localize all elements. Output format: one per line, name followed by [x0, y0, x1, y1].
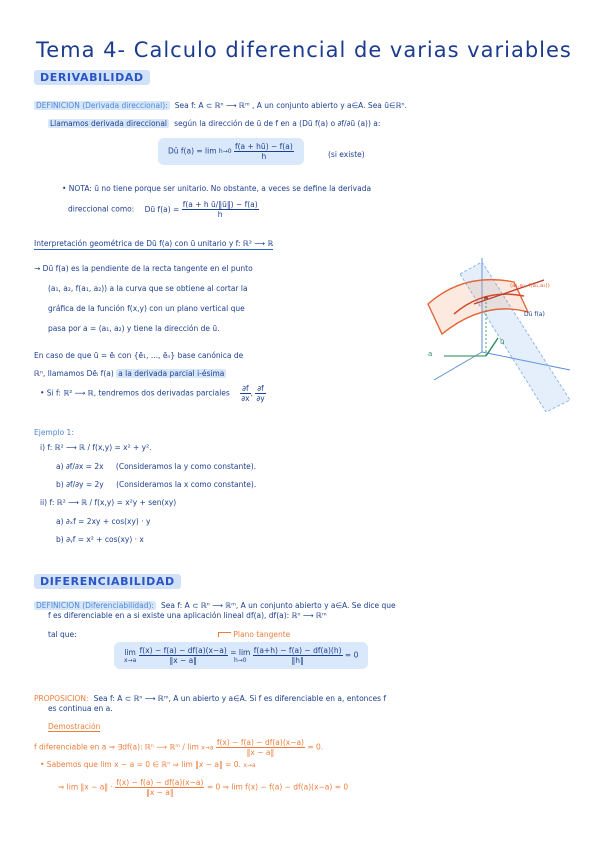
- page-title: Tema 4- Calculo diferencial de varias variables: [36, 38, 572, 62]
- proof-line3-a: ⇒ lim ‖x − a‖ ·: [58, 782, 113, 792]
- example-ia: [56, 462, 256, 471]
- diff-numerator: f(x) − f(a) − df(a)(x−a): [139, 646, 227, 655]
- example-ii: ii) f: ℝ² ⟶ ℝ / f(x,y) = x²y + sen(xy): [40, 498, 177, 507]
- example-ib-lhs: b) ∂f/∂y = 2y: [56, 480, 104, 489]
- interpretation-line: → Dū f(a) es la pendiente de la recta tangente en el punto: [34, 264, 253, 273]
- figure-u-label: ū: [500, 338, 505, 346]
- term-directional-derivative: Llamamos derivada direccional: [50, 119, 167, 128]
- diff-fraction: [139, 646, 228, 665]
- section-differentiability: DIFERENCIABILIDAD: [34, 574, 181, 589]
- interpretation-line: gráfica de la función f(x,y) con un plano vertical que: [48, 304, 245, 313]
- section-derivability: DERIVABILIDAD: [34, 70, 150, 85]
- figure-slope-label: Dū f(a): [524, 311, 545, 318]
- example-heading: Ejemplo 1:: [34, 428, 74, 437]
- note-fraction: [182, 200, 259, 219]
- partial-y-den: ∂y: [256, 394, 265, 403]
- proof-label: Demostración: [48, 722, 101, 731]
- proof-line1: [34, 738, 323, 757]
- proof-line2-a: • Sabemos que lim x − a = 0 ∈ ℝⁿ ⇒ lim ‖x − a‖ = 0.: [40, 760, 241, 769]
- proof-line1-fraction: [216, 738, 305, 757]
- partial-line1: En caso de que ū = ēᵢ con {ē₁, ..., ēₙ} base canónica de: [34, 351, 244, 360]
- note-line2-b: Dū f(a) =: [144, 204, 180, 214]
- tangent-bracket: [218, 632, 231, 637]
- tangent-plane-figure: [424, 252, 574, 412]
- tangent-plane-label: [218, 630, 290, 639]
- formula-lhs: Dū f(a) = lim: [168, 146, 217, 156]
- formula-fraction: [234, 142, 294, 161]
- example-iia: a) ∂ₓf = 2xy + cos(xy) · y: [56, 517, 151, 526]
- proof-line1-a: f diferenciable en a ⇒ ∃df(a): ℝⁿ ⟶ ℝᵐ / lim: [34, 742, 199, 752]
- diff-line2: f es diferenciable en a si existe una aplicación lineal df(a), df(a): ℝⁿ ⟶ ℝᵐ: [48, 611, 327, 620]
- formula-note: (si existe): [328, 150, 365, 159]
- diff-denominator-2: ‖h‖: [291, 656, 304, 665]
- formula-denominator: h: [261, 152, 267, 161]
- proof-line3-b: = 0 ⇒ lim f(x) − f(a) − df(a)(x−a) = 0: [206, 782, 349, 792]
- proof-line2-sub: x→a: [243, 762, 256, 769]
- proposition-line2: es continua en a.: [48, 704, 113, 713]
- example-ia-lhs: a) ∂f/∂x = 2x: [56, 462, 104, 471]
- proof-line3-num: f(x) − f(a) − df(a)(x−a): [116, 778, 204, 787]
- partial-line2-b: Dēᵢ f(a): [86, 369, 114, 378]
- definition-line1: Sea f: A ⊂ ℝⁿ ⟶ ℝᵐ , A un conjunto abierto y a∈A. Sea ū∈ℝⁿ.: [174, 101, 407, 110]
- example-iib: b) ∂ᵧf = x² + cos(xy) · x: [56, 535, 144, 544]
- proposition: [34, 686, 386, 705]
- proposition-line1: Sea f: A ⊂ ℝⁿ ⟶ ℝᵐ, A un abierto y a∈A. Si f es diferenciable en a, entonces f: [93, 694, 387, 703]
- partial-line3-text: • Si f: ℝ² ⟶ ℝ, tendremos dos derivadas parciales: [40, 388, 230, 398]
- interpretation-text: [34, 259, 253, 339]
- example-ib: [56, 480, 256, 489]
- partial-line3: • Si f: ℝ² ⟶ ℝ, tendremos dos derivadas parciales $\frac{\partial f}{\partial x}$ , $\frac{\partial f}{\partial y}$: [40, 384, 265, 403]
- diff-eq-lim: = lim: [230, 647, 251, 657]
- interpretation-line: pasa por a = (a₁, a₂) y tiene la dirección de ū.: [48, 324, 220, 333]
- proof-line3-den: ‖x − a‖: [146, 788, 174, 797]
- diff-denominator: ‖x − a‖: [169, 656, 198, 665]
- proof-line2: [40, 760, 256, 769]
- proof-line1-num: f(x) − f(a) − df(a)(x−a): [216, 738, 304, 747]
- definition-label: DEFINICION (Derivada direccional):: [36, 101, 168, 110]
- note-line2: [68, 200, 259, 219]
- partial-x-den: ∂x: [241, 394, 250, 403]
- diff-limit: [124, 648, 136, 664]
- proof-line3: [58, 778, 348, 797]
- partial-line2: [34, 369, 226, 378]
- tangent-label-text: Plano tangente: [233, 630, 291, 639]
- formula-sub: h→0: [218, 148, 232, 155]
- example-i: i) f: ℝ² ⟶ ℝ / f(x,y) = x² + y².: [40, 443, 152, 452]
- diff-limit-2: [230, 648, 250, 664]
- note-line2-a: direccional como:: [68, 204, 135, 214]
- u-vector: [486, 338, 498, 356]
- diff-lim: lim: [124, 647, 136, 657]
- partial-line2-a: ℝⁿ, llamamos: [34, 369, 85, 378]
- partial-x-num: ∂f: [242, 384, 249, 393]
- diff-end: = 0: [344, 650, 359, 660]
- note-denominator: h: [217, 210, 223, 219]
- proposition-label: PROPOSICION:: [34, 694, 89, 703]
- partial-line2-c: a la derivada parcial i-ésima: [118, 369, 225, 378]
- definition-directional: [34, 93, 407, 112]
- definition-line2: [48, 111, 380, 130]
- proof-line3-fraction: [115, 778, 204, 797]
- example-ia-note: (Consideramos la y como constante).: [115, 462, 257, 471]
- proof-line1-sub: x→a: [201, 744, 214, 752]
- definition-line2-rest: según la dirección de ū de f en a (Dū f(a) o ∂f/∂ū (a)) a:: [174, 119, 381, 128]
- proof-line1-den: ‖x − a‖: [246, 748, 275, 757]
- diff-line3: tal que:: [48, 630, 77, 639]
- diff-lim-sub-2: h→0: [233, 656, 247, 664]
- note-line1: • NOTA: ū no tiene porque ser unitario. No obstante, a veces se define la derivada: [62, 184, 372, 193]
- formula-limit-sub: [219, 148, 232, 155]
- diff-lim-sub: x→a: [124, 656, 137, 664]
- directional-derivative-formula: [158, 138, 304, 165]
- partial-fraction-x: [240, 384, 250, 403]
- interpretation-heading: Interpretación geométrica de Dū f(a) con ū unitario y f: ℝ² ⟶ ℝ: [34, 239, 274, 248]
- diff-fraction-2: [253, 646, 343, 665]
- diff-numerator-2: f(a+h) − f(a) − df(a)(h): [253, 646, 342, 655]
- partial-y-num: ∂f: [257, 384, 264, 393]
- note-numerator: f(a + h ū/‖ū‖) − f(a): [182, 200, 258, 209]
- example-ib-note: (Consideramos la x como constante).: [116, 480, 257, 489]
- differentiability-formula: [114, 642, 368, 669]
- diff-definition-label: DEFINICION (Diferenciabilidad):: [36, 601, 154, 610]
- figure-a-label: a: [428, 350, 433, 358]
- partial-fraction-y: [255, 384, 265, 403]
- figure-point-label: (a₁,a₂, f(a₁,a₂)): [510, 283, 550, 289]
- definition-differentiability: [34, 593, 396, 612]
- diff-line1: Sea f: A ⊂ ℝⁿ ⟶ ℝᵐ, A un conjunto abierto y a∈A. Se dice que: [161, 601, 396, 610]
- formula-numerator: f(a + hū) − f(a): [234, 142, 293, 151]
- interpretation-line: (a₁, a₂, f(a₁, a₂)) a la curva que se obtiene al cortar la: [48, 284, 248, 293]
- proof-line1-end: = 0.: [307, 742, 324, 752]
